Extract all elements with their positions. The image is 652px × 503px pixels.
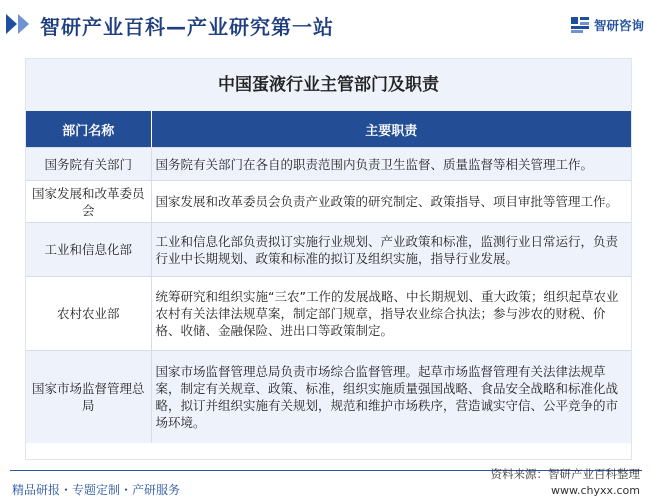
- header-title: 智研产业百科—产业研究第一站: [40, 15, 334, 39]
- column-header-duty: 主要职责: [151, 111, 631, 148]
- duty-table: [26, 111, 631, 443]
- table-row: [26, 277, 631, 351]
- duty-cell: 统筹研究和组织实施“三农”工作的发展战略、中长期规划、重大政策；组织起草农业农村有关法律法规草案，制定部门规章，指导农业综合执法；参与涉农的财税、价格、收储、金融保险、进出口等政策制定。: [151, 277, 631, 351]
- footer-services: 精品研报・专题定制・产研服务: [12, 483, 181, 497]
- department-cell: 国家市场监督管理总局: [26, 351, 151, 443]
- footer-url[interactable]: www.chyxx.com: [550, 484, 640, 497]
- table-row: [26, 223, 631, 277]
- department-cell: 国务院有关部门: [26, 148, 151, 181]
- table-title: 中国蛋液行业主管部门及职责: [26, 59, 631, 111]
- chevron-icon-secondary: [18, 14, 29, 34]
- department-cell: 国家发展和改革委员会: [26, 181, 151, 223]
- duty-table-card: [25, 58, 632, 460]
- table-row: [26, 181, 631, 223]
- chevron-icon: [6, 14, 17, 34]
- table-row: [26, 351, 631, 443]
- brand-name: 智研咨询: [593, 18, 644, 33]
- duty-cell: 工业和信息化部负责拟订实施行业规划、产业政策和标准，监测行业日常运行，负责行业中长期规划、政策和标准的拟订及组织实施，指导行业发展。: [151, 223, 631, 277]
- column-header-department: 部门名称: [26, 111, 151, 148]
- page-header: [0, 0, 652, 50]
- brand[interactable]: [571, 16, 644, 34]
- footer-source: 资料来源：智研产业百科整理: [490, 467, 640, 481]
- department-cell: 农村农业部: [26, 277, 151, 351]
- department-cell: 工业和信息化部: [26, 223, 151, 277]
- table-row: [26, 148, 631, 181]
- duty-cell: 国务院有关部门在各自的职责范围内负责卫生监督、质量监督等相关管理工作。: [151, 148, 631, 181]
- duty-cell: 国家市场监督管理总局负责市场综合监督管理。起草市场监督管理有关法律法规草案，制定有关规章、政策、标准，组织实施质量强国战略、食品安全战略和标准化战略，拟订并组织实施有关规划，规范和维护市场秩序，营造诚实守信、公平竞争的市场环境。: [151, 351, 631, 443]
- table-header-row: [26, 111, 631, 148]
- duty-cell: 国家发展和改革委员会负责产业政策的研究制定、政策指导、项目审批等管理工作。: [151, 181, 631, 223]
- brand-logo-icon: [571, 17, 589, 33]
